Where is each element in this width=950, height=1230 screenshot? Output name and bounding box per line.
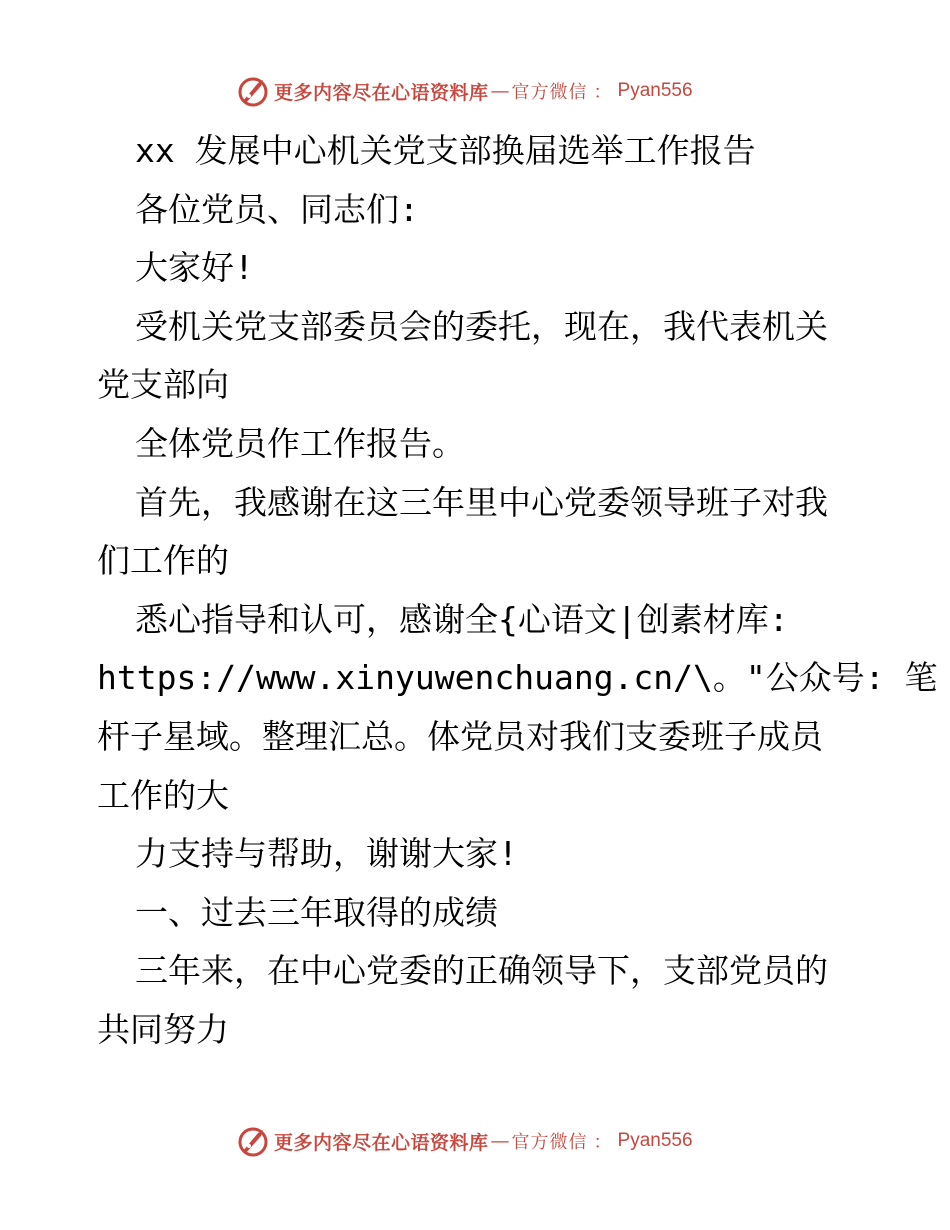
banner-dash: — xyxy=(490,80,510,102)
text-line: 全体党员作工作报告。 xyxy=(135,423,465,463)
banner-separator: ： xyxy=(593,1132,612,1153)
text-line: 共同努力 xyxy=(97,1009,229,1049)
text-line: 们工作的 xyxy=(97,541,229,581)
text-line: 受机关党支部委员会的委托，现在，我代表机关 xyxy=(135,306,828,346)
wechat-id: Pyan556 xyxy=(617,1130,693,1151)
banner-text: 更多内容尽在心语资料库 xyxy=(274,81,489,104)
document-title: xx 发展中心机关党支部换届选举工作报告 xyxy=(135,131,756,170)
banner-dash: — xyxy=(490,1130,510,1152)
header-banner[interactable] xyxy=(236,74,693,108)
wechat-id: Pyan556 xyxy=(617,80,693,101)
text-line: 悉心指导和认可，感谢全{心语文|创素材库: xyxy=(135,599,789,639)
text-line: 三年来，在中心党委的正确领导下，支部党员的 xyxy=(135,951,828,991)
banner-separator: ： xyxy=(593,82,612,103)
text-line: 杆子星域。整理汇总。体党员对我们支委班子成员 xyxy=(97,716,823,756)
text-line: 党支部向 xyxy=(97,365,229,405)
pen-nib-circle-icon xyxy=(236,1124,270,1158)
section-heading: 一、过去三年取得的成绩 xyxy=(135,892,498,932)
wechat-label: 官方微信 xyxy=(511,1132,588,1153)
url-text-line: https://www.xinyuwenchuang.cn/\。"公众号: 笔 xyxy=(97,658,938,698)
text-line: 首先，我感谢在这三年里中心党委领导班子对我 xyxy=(135,482,828,522)
text-line: 力支持与帮助，谢谢大家! xyxy=(135,834,518,874)
text-line: 工作的大 xyxy=(97,775,229,815)
text-line: 大家好! xyxy=(135,248,254,288)
banner-text: 更多内容尽在心语资料库 xyxy=(274,1131,489,1154)
document-body xyxy=(97,122,938,1060)
wechat-label: 官方微信 xyxy=(511,82,588,103)
pen-nib-circle-icon xyxy=(236,74,270,108)
footer-banner[interactable] xyxy=(236,1124,693,1158)
text-line: 各位党员、同志们: xyxy=(135,189,419,229)
